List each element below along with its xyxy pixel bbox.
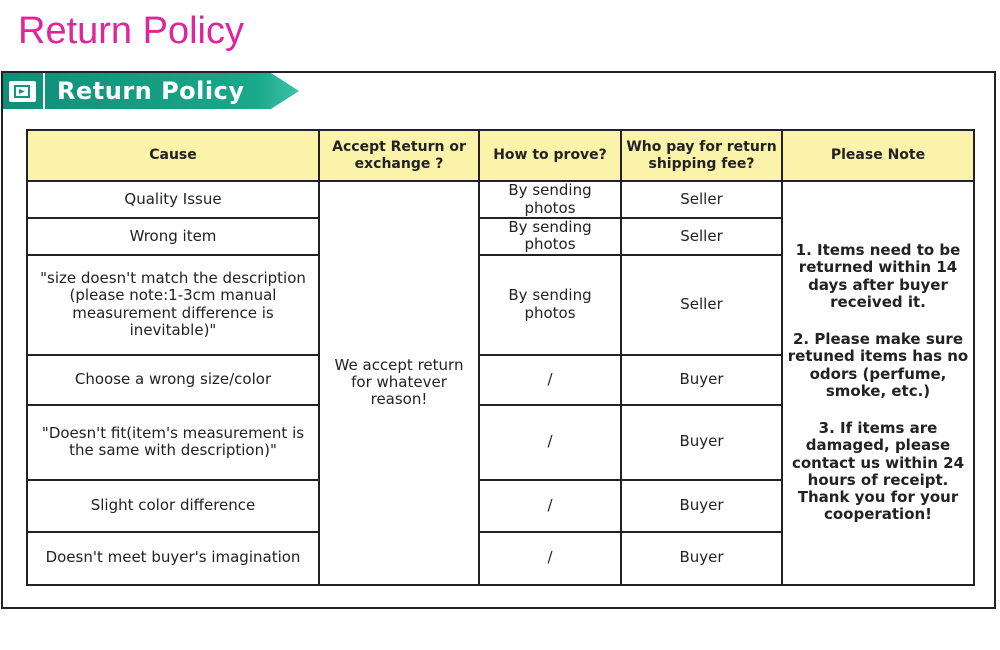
page-title: Return Policy (18, 10, 244, 52)
header-note: Please Note (782, 130, 974, 181)
cause-cell: "size doesn't match the description (please note:1-3cm manual measurement difference is inevitable)" (27, 255, 319, 355)
banner-title: Return Policy (57, 77, 245, 105)
prove-cell: By sending photos (479, 181, 621, 218)
arrow-box-icon (9, 81, 36, 102)
header-cause: Cause (27, 130, 319, 181)
accept-cell: We accept return for whatever reason! (319, 181, 479, 585)
table-row (27, 181, 974, 218)
prove-cell: / (479, 405, 621, 480)
cause-cell: Slight color difference (27, 480, 319, 532)
header-accept: Accept Return or exchange ? (319, 130, 479, 181)
payer-cell: Buyer (621, 480, 782, 532)
cause-cell: Quality Issue (27, 181, 319, 218)
prove-cell: By sending photos (479, 255, 621, 355)
cause-cell: Doesn't meet buyer's imagination (27, 532, 319, 585)
payer-cell: Seller (621, 218, 782, 255)
prove-cell: By sending photos (479, 218, 621, 255)
note-cell (782, 181, 974, 585)
header-prove: How to prove? (479, 130, 621, 181)
return-policy-table (26, 129, 975, 586)
note-1: 1. Items need to be returned within 14 days after buyer received it. (795, 241, 961, 311)
note-3: 3. If items are damaged, please contact us within 24 hours of receipt. (791, 419, 965, 489)
policy-banner (3, 73, 299, 109)
prove-cell: / (479, 532, 621, 585)
payer-cell: Seller (621, 255, 782, 355)
note-2: 2. Please make sure retuned items has no odors (perfume, smoke, etc.) (787, 330, 969, 400)
note-thanks: Thank you for your cooperation! (797, 488, 959, 524)
prove-cell: / (479, 355, 621, 405)
cause-cell: Choose a wrong size/color (27, 355, 319, 405)
payer-cell: Buyer (621, 532, 782, 585)
cause-cell: Wrong item (27, 218, 319, 255)
prove-cell: / (479, 480, 621, 532)
table-header-row (27, 130, 974, 181)
payer-cell: Seller (621, 181, 782, 218)
cause-cell: "Doesn't fit(item's measurement is the same with description)" (27, 405, 319, 480)
header-payer: Who pay for return shipping fee? (621, 130, 782, 181)
payer-cell: Buyer (621, 405, 782, 480)
payer-cell: Buyer (621, 355, 782, 405)
